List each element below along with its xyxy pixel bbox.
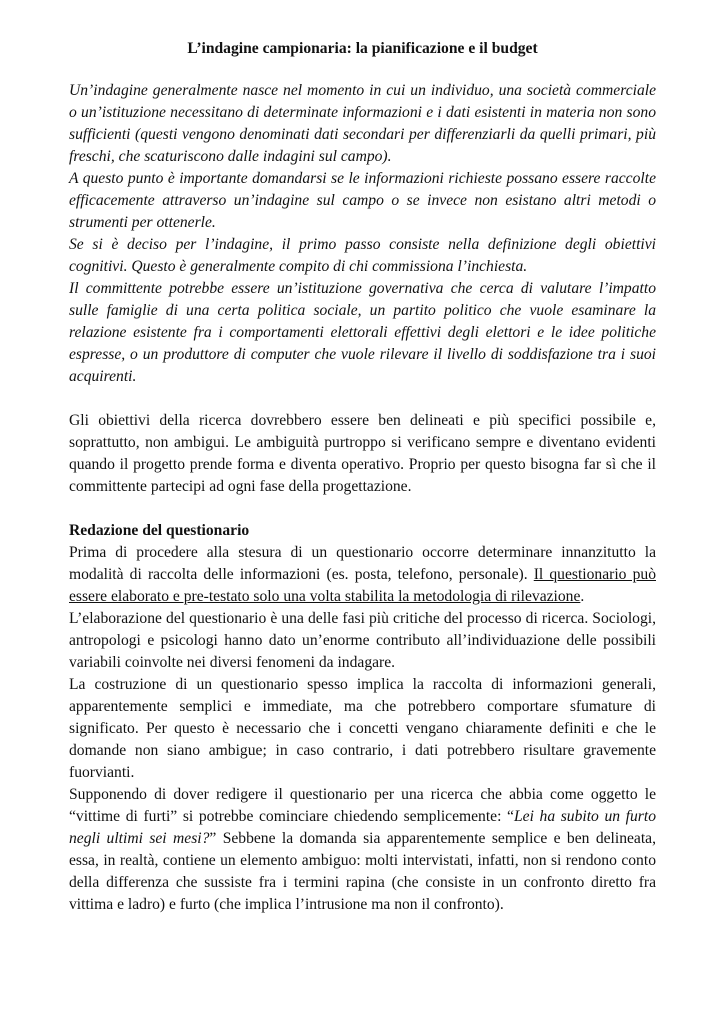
underlined-statement: Il questionario può essere elaborato e pre-testato solo una volta stabilita la metodologia di rilevazione bbox=[69, 566, 656, 605]
example-text: Supponendo di dover redigere il questionario per una ricerca che abbia come oggetto le “vittime di furti” si potrebbe cominciare chiedendo semplicemente: “ bbox=[69, 786, 656, 825]
construction-paragraph: La costruzione di un questionario spesso implica la raccolta di informazioni generali, apparentemente semplici e immediate, ma che potrebbero comportare sfumature di significato. Per questo è necessario che i concetti vengano chiaramente definiti e che le domande non siano ambigue; in caso contrario, i dati potrebbero risultare gravemente fuorvianti. bbox=[69, 676, 656, 781]
intro-block bbox=[69, 80, 656, 388]
intro-paragraph: Un’indagine generalmente nasce nel momento in cui un individuo, una società commerciale o un’istituzione necessitano di determinate informazioni e i dati esistenti in materia non sono sufficienti (questi vengono denominati dati secondari per differenziarli da quelli primari, più freschi, che scaturiscono dalle indagini sul campo). bbox=[69, 82, 656, 165]
section-heading: Redazione del questionario bbox=[69, 522, 250, 539]
example-text-end: ” Sebbene la domanda sia apparentemente semplice e ben delineata, essa, in realtà, contiene un elemento ambiguo: molti intervistati, infatti, non si rendono conto della differenza che sussiste fra i termini rapina (che consiste in un confronto diretto fra vittima e ladro) e furto (che implica l’intrusione ma non il confronto). bbox=[69, 830, 657, 913]
method-text: Prima di procedere alla stesura di un questionario occorre determinare innanzitutto la modalità di raccolta delle informazioni (es. posta, telefono, personale). bbox=[69, 544, 656, 583]
intro-paragraph: Il committente potrebbe essere un’istituzione governativa che cerca di valutare l’impatto sulle famiglie di una certa politica sociale, un partito politico che vuole esaminare la relazione esistente fra i comportamenti elettorali effettivi degli elettori e le idee politiche espresse, o un produttore di computer che vuole rilevare il livello di soddisfazione tra i suoi acquirenti. bbox=[69, 280, 656, 385]
objectives-paragraph: Gli obiettivi della ricerca dovrebbero essere ben delineati e più specifici possibile e, soprattutto, non ambigui. Le ambiguità purtroppo si verificano sempre e diventano evidenti quando il progetto prende forma e diventa operativo. Proprio per questo bisogna far sì che il committente partecipi ad ogni fase della progettazione. bbox=[69, 412, 656, 495]
method-text-end: . bbox=[580, 588, 585, 605]
example-question: Lei ha subito un furto negli ultimi sei mesi? bbox=[69, 808, 656, 847]
intro-paragraph: Se si è deciso per l’indagine, il primo passo consiste nella definizione degli obiettivi cognitivi. Questo è generalmente compito di chi commissiona l’inchiesta. bbox=[69, 236, 656, 275]
method-paragraph bbox=[69, 542, 656, 608]
spacer bbox=[69, 498, 656, 520]
example-paragraph bbox=[69, 784, 656, 916]
page-title: L’indagine campionaria: la pianificazione e il budget bbox=[187, 40, 538, 57]
elaboration-paragraph: L’elaborazione del questionario è una delle fasi più critiche del processo di ricerca. Sociologi, antropologi e psicologi hanno dato un’enorme contributo all’individuazione delle possibili variabili coinvolte nei diversi fenomeni da indagare. bbox=[69, 610, 656, 671]
intro-paragraph: A questo punto è importante domandarsi se le informazioni richieste possano essere raccolte efficacemente attraverso un’indagine sul campo o se invece non esistano altri metodi o strumenti per ottenerle. bbox=[69, 170, 656, 231]
spacer bbox=[69, 388, 656, 410]
